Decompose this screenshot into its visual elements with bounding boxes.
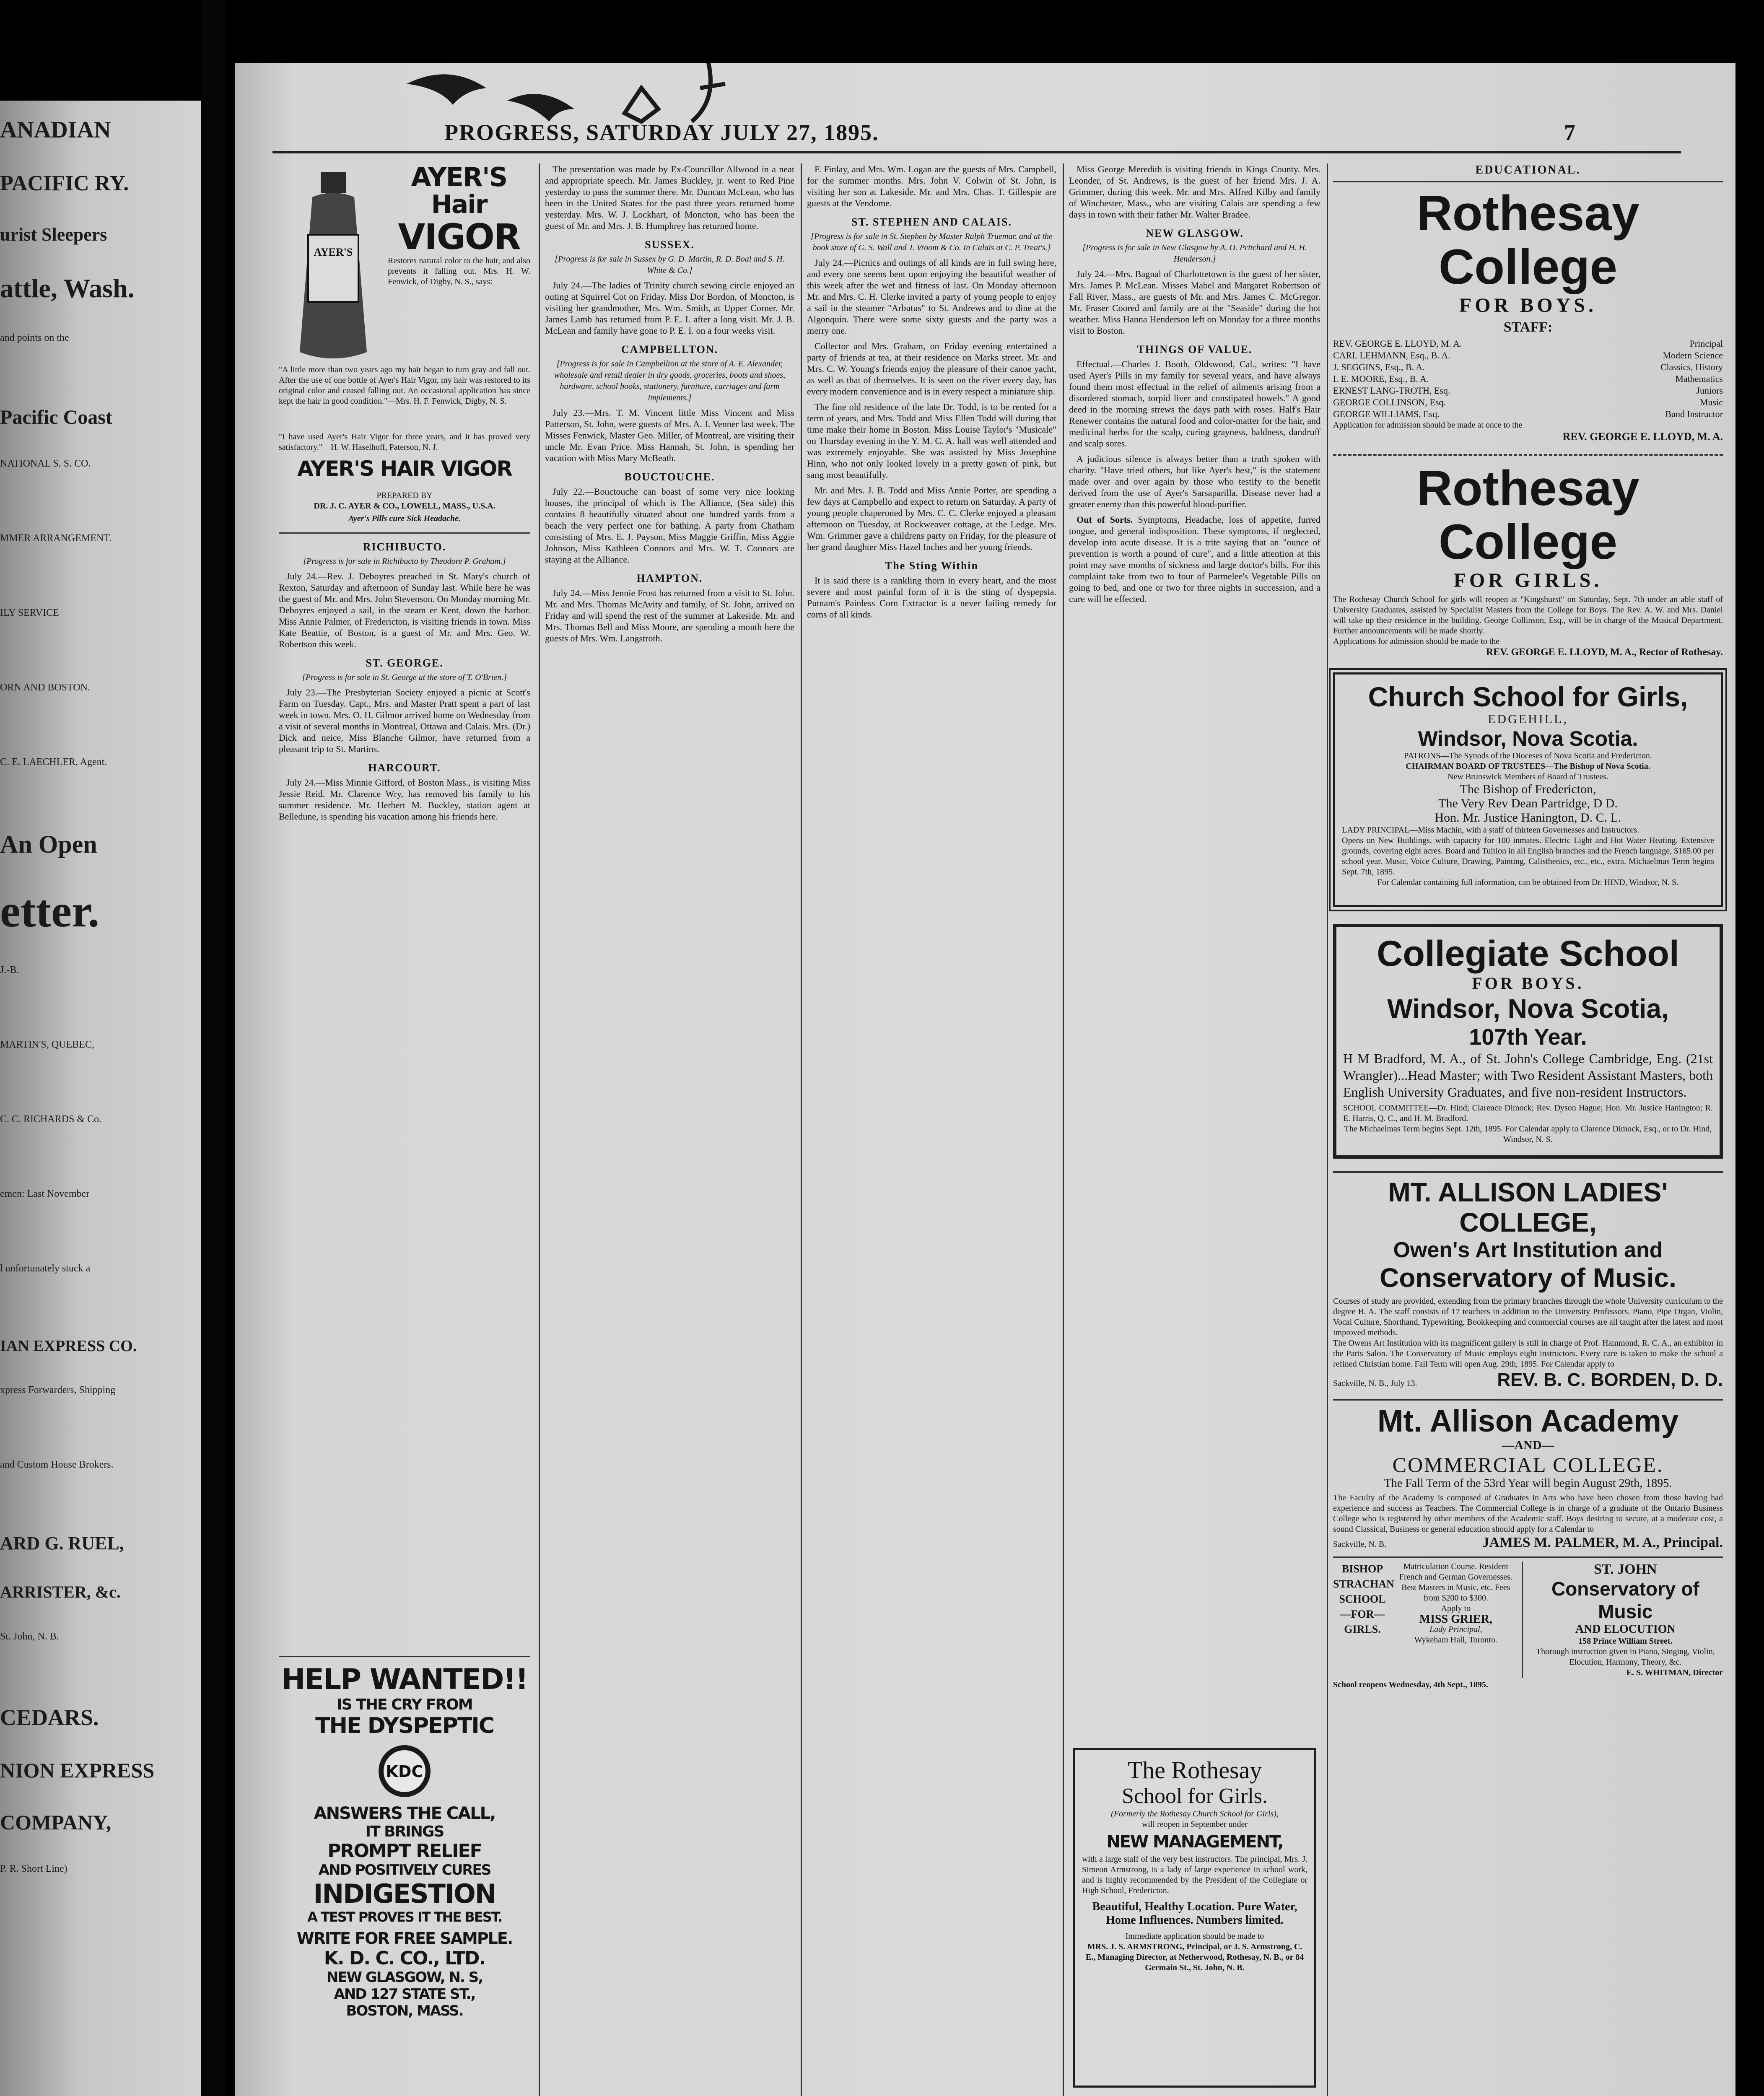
ad-contact: REV. GEORGE E. LLOYD, M. A., Rector of Rothesay. [1486, 647, 1723, 658]
item-text: Symptoms, Headache, loss of appetite, furred tongue, and general indisposition. These symptoms, if neglected, develop into acute disease. It is a trite saying that an "ounce of prevention is worth a pound of cure", and a little attention at this point may save months of sickness and large doctor's bills. For this complaint take from two to four of Parmelee's Vegetable Pills on going to bed, and one or two for three nights in succession, and a cure will be effected. [1069, 514, 1321, 604]
ayer-intro: Restores natural color to the hair, and also prevents it falling out. Mrs. H. W. Fenwick, of Digby, N. S., says: [388, 256, 530, 286]
ad-title-2: School for Girls. [1121, 1784, 1268, 1808]
ad-title: Mt. Allison Academy [1377, 1403, 1679, 1438]
ad-contact: MRS. J. S. ARMSTRONG, Principal, or J. S. Armstrong, C. E., Managing Director, at Netherwood, Rothesay, N. B., or 84 Germain St., St. John, N. B. [1085, 1942, 1304, 1972]
left-page-text-line: St. John, N. B. [0, 1631, 59, 1642]
article-paragraph: July 24.—The ladies of Trinity church sewing circle enjoyed an outing at Squirrel Cot on Friday. Miss Dor Bordon, of Moncton, is visiting her grandmother, Mrs. Wm. Smith, at Upper Corner. Mr. James Lamb has returned from P. E. I. after a long visit. Mr. J. B. McLean and family have gone to P. E. I. on a four weeks visit. [545, 280, 794, 336]
ad-body: The Faculty of the Academy is composed of Graduates in Arts who have been chosen from those having had experience and success as Teachers. The Commercial College is in charge of a graduate of the Ontario Business College who is registered by other members of the Academic staff. Boys desiring to secure, at a moderate cost, a sound Classical, Business or general education should apply for a Calendar to [1333, 1493, 1723, 1534]
section-heading: BOUCTOUCHE. [624, 471, 715, 483]
kdc-line: AND POSITIVELY CURES [318, 1862, 491, 1878]
left-page-text-line: attle, Wash. [0, 273, 135, 303]
ad-name-line: STRACHAN [1333, 1578, 1394, 1590]
staff-role: Modern Science [1663, 350, 1723, 361]
staff-role: Music [1700, 397, 1723, 407]
staff-role: Juniors [1696, 385, 1723, 396]
staff-row [1333, 361, 1723, 373]
kdc-headline: HELP WANTED!! [281, 1663, 528, 1696]
left-page-text-line: CEDARS. [0, 1705, 99, 1730]
ad-place: EDGEHILL, [1488, 712, 1568, 726]
ad-member: The Bishop of Fredericton, [1460, 782, 1596, 796]
left-page-text-line: NION EXPRESS [0, 1759, 155, 1782]
ad-patrons: PATRONS—The Synods of the Dioceses of Nova Scotia and Fredericton. [1404, 751, 1652, 760]
section-note: [Progress is for sale in St. Stephen by Master Ralph Truemar, and at the book store of G. S. Wall and J. Vroom & Co. In Calais at C. P. Treat's.] [811, 232, 1053, 252]
ayer-bottle-label: AYER'S [314, 246, 353, 258]
kdc-logo-text: KDC [386, 1762, 423, 1781]
page-header-title: PROGRESS, SATURDAY JULY 27, 1895. [444, 120, 879, 145]
left-page-text-line: P. R. Short Line) [0, 1863, 67, 1874]
ad-title: ST. JOHN [1594, 1562, 1657, 1577]
column-3 [807, 163, 1056, 624]
kdc-line: PROMPT RELIEF [327, 1840, 482, 1862]
section-heading: THINGS OF VALUE. [1137, 343, 1253, 355]
article-paragraph: July 23.—Mrs. T. M. Vincent little Miss Vincent and Miss Patterson, St. John, were guests of Mrs. A. J. Venner last week. The Misses Fenwick, Master Geo. Miller, of Montreal, are visiting their uncle Mr. Evan Price. Miss Hannah, St. John, is spending her vacation with Miss Mary McBeath. [545, 407, 794, 463]
ad-town: Windsor, Nova Scotia, [1387, 994, 1669, 1024]
left-page-text-line: ORN AND BOSTON. [0, 682, 90, 693]
left-page-text-line: J.-B. [0, 965, 19, 975]
rothesay-school-girls-ad [1073, 1748, 1316, 2088]
bishop-strachan-ad [1333, 1562, 1516, 1678]
article-paragraph: July 22.—Bouctouche can boast of some very nice looking houses, the principal of which is The Alliance, (Sea side) this contains 8 beautifully situated about one hundred yards from a beach the very perfect one for bathing. A party from Chatham consisting of Mrs. E. J. Payson, Miss Maggie Griffin, Miss Aggie Johnson, Miss Kathleen Connors and Mrs. W. T. Connors are staying at the Alliance. [545, 486, 794, 565]
ad-title: Rothesay College [1416, 461, 1639, 570]
ad-title: The Rothesay [1127, 1756, 1262, 1784]
ayer-prepared: PREPARED BY [376, 491, 433, 500]
ad-body: Opens on New Buildings, with capacity for 100 inmates. Electric Light and Hot Water Heating. Extensive grounds, covering eight acres. Board and Tuition in all English branches and the French language, $165.00 per school year. Music, Voice Culture, Drawing, Painting, Calisthenics, etc., etc., extra. Michaelmas Term begins Sept. 7th, 1895. [1342, 836, 1714, 877]
column-2 [545, 163, 794, 648]
ad-body: with a large staff of the very best instructors. The principal, Mrs. J. Simeon Armstrong, is a lady of large experience in school work, and is highly recommended by the President of the Collegiate or High School, Fredericton. [1082, 1855, 1307, 1895]
staff-name: ERNEST LANG-TROTH, Esq. [1333, 385, 1450, 396]
ayer-company: DR. J. C. AYER & CO., LOWELL, MASS., U.S.A. [314, 501, 495, 511]
ad-apply: For Calendar containing full information, can be obtained from Dr. HIND, Windsor, N. S. [1377, 878, 1679, 887]
section-heading: ST. STEPHEN AND CALAIS. [851, 216, 1012, 228]
article-paragraph: The presentation was made by Ex-Councillor Allwood in a neat and appropriate speech. Mr. James Buckley, jr. went to Red Pine yesterday to pass the summer there. Mr. Duncan McLean, who has been in the United States for the past three years returned home yesterday. Mrs. W. J. Lockhart, of Moncton, who has been the guest of Mr. and Mrs. J. B. Humphrey has returned home. [545, 164, 794, 231]
bottom-school-ads [1333, 1556, 1723, 1678]
page-number: 7 [1564, 120, 1576, 145]
article-paragraph: It is said there is a rankling thorn in every heart, and the most severe and most painful form of it is the sting of dyspepsia. Putnam's Painless Corn Extractor is a never failing remedy for corns of all kinds. [807, 575, 1056, 620]
ad-place: Sackville, N. B. [1333, 1540, 1387, 1549]
left-page-text-line: IAN EXPRESS CO. [0, 1337, 137, 1355]
column-rule [539, 163, 540, 2096]
ad-apply: Applications for admission should be made to the [1333, 637, 1500, 646]
item-title: Out of Sorts. [1077, 514, 1133, 525]
ad-body: Courses of study are provided, extending from the primary branches through the whole University curriculum to the degree B. A. The staff consists of 17 teachers in addition to the University Professors. Piano, Pipe Organ, Violin, Vocal Culture, Shorthand, Typewriting, Bookkeeping and commercial courses are all taught after the latest and most improved methods. [1333, 1297, 1723, 1337]
ad-contact: REV. GEORGE E. LLOYD, M. A. [1562, 431, 1723, 443]
left-page-text-line: xpress Forwarders, Shipping [0, 1385, 116, 1396]
staff-row [1333, 350, 1723, 361]
ayer-quote-2: "I have used Ayer's Hair Vigor for three years, and it has proved very satisfactory."—H. W. Haselhoff, Paterson, N. J. [279, 432, 530, 452]
ad-subtitle: COMMERCIAL COLLEGE. [1392, 1453, 1664, 1476]
kdc-line: AND 127 STATE ST., [334, 1986, 475, 2003]
staff-table [1333, 338, 1723, 420]
ad-member: The Very Rev Dean Partridge, D D. [1438, 796, 1618, 810]
flourish-glyph-1 [625, 88, 658, 122]
ad-contact: REV. B. C. BORDEN, D. D. [1497, 1370, 1723, 1390]
ad-body: Thorough instruction given in Piano, Singing, Violin, Elocution, Harmony, Theory, &c. [1536, 1647, 1715, 1667]
left-page-fragment [0, 101, 201, 2096]
article-paragraph: A judicious silence is always better than a truth spoken with charity. "Have tried others, but like Ayer's best," is the statement made over and over again by those who testify to the benefit derived from the use of Ayer's Sarsaparilla. Disease never had a greater enemy than this powerful blood-purifier. [1069, 454, 1320, 509]
staff-name: I. E. MOORE, Esq., B. A. [1333, 374, 1429, 384]
section-note: [Progress is for sale in Sussex by G. D. Martin, R. D. Boal and S. H. White & Co.] [555, 254, 785, 275]
kdc-ad [279, 1656, 530, 2089]
left-page-text-line: urist Sleepers [0, 224, 107, 245]
page-gutter [201, 0, 226, 2096]
ad-body: The Rothesay Church School for girls will reopen at "Kingshurst" on Saturday, Sept. 7th under an able staff of University Graduates, assisted by Specialist Masters from the College for Boys. The Rev. A. W. and Mrs. Daniel will take up their residence in the building. George Collinson, Esq., will be in charge of the Musical Department. Further announcements will be made shortly. [1333, 595, 1723, 636]
ad-term: The Fall Term of the 53rd Year will begin August 29th, 1895. [1384, 1477, 1672, 1490]
ayer-quote: "A little more than two years ago my hair began to turn gray and fall out. After the use of one bottle of Ayer's Hair Vigor, my hair was restored to its original color and ceased falling out. An occasional application has since kept the hair in good condition."—Mrs. H. F. Fenwick, Digby, N. S. [279, 365, 530, 406]
ad-subtitle: (Formerly the Rothesay Church School for Girls), [1111, 1809, 1279, 1818]
ayer-footer-title: AYER'S HAIR VIGOR [297, 457, 512, 481]
kdc-line: WRITE FOR FREE SAMPLE. [296, 1929, 513, 1948]
left-page-text-line: MARTIN'S, QUEBEC, [0, 1039, 94, 1050]
staff-role: Band Instructor [1665, 409, 1723, 419]
ad-line: will reopen in September under [1141, 1820, 1248, 1829]
ad-lady-principal: LADY PRINCIPAL—Miss Machin, with a staff of thirteen Governesses and Instructors. [1342, 825, 1639, 835]
bishop-strachan-reopen: School reopens Wednesday, 4th Sept., 1895. [1333, 1680, 1488, 1689]
staff-name: GEORGE WILLIAMS, Esq. [1333, 409, 1440, 419]
staff-role: Mathematics [1675, 374, 1723, 384]
kdc-line: A TEST PROVES IT THE BEST. [307, 1909, 502, 1925]
rothesay-college-girls-ad [1333, 454, 1723, 658]
section-heading: HARCOURT. [368, 762, 441, 774]
article-paragraph: July 24.—Picnics and outings of all kinds are in full swing here, and every one seems bent upon enjoying the beautiful weather of this week after the wet and fitness of last. On Monday afternoon Mr. and Mrs. C. H. Clerke invited a party of young people to enjoy a sail in the steamer "Arbutus" to St. Andrews and to dine at the Algonquin. There were some sixty guests and the party was a merry one. [807, 257, 1056, 336]
article-paragraph: Collector and Mrs. Graham, on Friday evening entertained a party of friends at tea, at their residence on Marks street. Mr. and Mrs. C. W. Young's friends enjoy the pleasure of their canoe yacht, as well as that of themselves. It is seen on the river every day, has every modern convenience and is in every respect a miniature ship. [807, 341, 1056, 397]
staff-row [1333, 373, 1723, 385]
ayer-product: VIGOR [398, 216, 520, 257]
left-page-text-line: ANADIAN [0, 117, 111, 143]
section-heading: NEW GLASGOW. [1146, 227, 1244, 239]
ad-apply: Immediate application should be made to [1125, 1932, 1264, 1941]
ad-name-line: SCHOOL [1339, 1593, 1386, 1605]
ad-address: Wykeham Hall, Toronto. [1414, 1635, 1497, 1645]
left-page-text-line: and Custom House Brokers. [0, 1459, 114, 1470]
staff-label: STAFF: [1503, 319, 1553, 335]
ad-body: Matriculation Course. Resident French and German Governesses. Best Masters in Music, etc. Fees from $200 to $300. [1399, 1562, 1512, 1603]
ad-address: 158 Prince William Street. [1578, 1637, 1673, 1646]
ayer-subtitle: Hair [431, 190, 487, 219]
article-paragraph: July 24.—Rev. J. Deboyres preached in St. Mary's church of Rexton, Saturday and afternoon of Sunday last. While here he was the guest of Mr. and Mrs. John Stevenson. On Monday morning Mr. Deboyres enjoyed a sail, in the steam er Kent, down the harbor. Miss Annie Palmer, of Fredericton, is visiting friends in town. Miss Kate Beattie, of Boston, is a guest of Mr. and Mrs. Geo. W. Robertson this week. [279, 571, 530, 649]
ad-title: Church School for Girls, [1368, 681, 1688, 712]
ad-apply: Application for admission should be made at once to the [1333, 420, 1523, 430]
kdc-line: K. D. C. CO., LTD. [324, 1948, 485, 1969]
ad-contact: MISS GRIER, [1419, 1613, 1492, 1626]
column-rule [1063, 163, 1064, 2096]
article-paragraph [1069, 514, 1320, 604]
left-page-text-line: Pacific Coast [0, 406, 112, 428]
kdc-line: THE DYSPEPTIC [315, 1713, 494, 1738]
ad-year: 107th Year. [1469, 1025, 1587, 1050]
ad-member: Hon. Mr. Justice Hanington, D. C. L. [1435, 811, 1621, 825]
ad-chairman: CHAIRMAN BOARD OF TRUSTEES—The Bishop of Nova Scotia. [1406, 762, 1650, 771]
staff-name: J. SEGGINS, Esq., B. A. [1333, 362, 1425, 372]
column-5 [1333, 163, 1723, 2092]
section-note: [Progress is for sale in St. George at the store of T. O'Brien.] [302, 673, 507, 682]
ad-subtitle: FOR GIRLS. [1453, 569, 1603, 591]
kdc-line: ANSWERS THE CALL, [314, 1804, 495, 1823]
ayer-bottle-illustration [283, 168, 384, 365]
flourish-glyph-2 [692, 63, 725, 122]
ad-title-2: Conservatory of Music [1551, 1578, 1699, 1622]
section-heading: SUSSEX. [645, 239, 695, 251]
kdc-line: IT BRINGS [365, 1823, 444, 1840]
column-1 [279, 163, 530, 826]
ad-name-line: BISHOP [1341, 1563, 1383, 1575]
page-header [444, 119, 1576, 145]
section-heading: ST. GEORGE. [366, 657, 444, 669]
article-paragraph: The fine old residence of the late Dr. Todd, is to be rented for a term of years, and Mrs. Todd and Miss Ellen Todd will during that time make their home in Boston. Miss Louise Taylor's "Musicale" on Thursday evening in the Y. M. C. A. hall was well attended and was extremely enjoyable. She was assisted by Miss Josephine Hinn, who not only looked lovely in a pretty gown of pink, but sang most beautifully. [807, 402, 1056, 480]
ad-contact: E. S. WHITMAN, Director [1626, 1668, 1723, 1677]
ad-committee: SCHOOL COMMITTEE—Dr. Hind; Clarence Dimock; Rev. Dyson Hague; Hon. Mr. Justice Hanington; R. E. Harris, Q. C., and H. M. Bradford. [1343, 1103, 1713, 1123]
ad-apply: Apply to [1441, 1604, 1471, 1613]
ad-term: The Michaelmas Term begins Sept. 12th, 1895. For Calendar apply to Clarence Dimock, Esq., or to Dr. Hind, Windsor, N. S. [1344, 1124, 1712, 1144]
ad-place: Sackville, N. B., July 13. [1333, 1379, 1417, 1388]
ad-subtitle: FOR BOYS. [1459, 294, 1597, 316]
header-rule [272, 151, 1681, 153]
ad-name-line: —FOR— [1340, 1608, 1385, 1620]
left-page-text-line: PACIFIC RY. [0, 171, 129, 195]
section-heading: CAMPBELLTON. [621, 343, 719, 355]
educational-heading: EDUCATIONAL. [1475, 163, 1581, 176]
flourish-bird-2 [507, 94, 574, 122]
column-rule [1327, 163, 1328, 2096]
left-page-text-line: NATIONAL S. S. CO. [0, 458, 91, 469]
section-note: [Progress is for sale in Richibucto by Theodore P. Graham.] [303, 557, 506, 566]
ad-line: Owen's Art Institution and [1393, 1238, 1663, 1262]
ad-town: Windsor, Nova Scotia. [1418, 727, 1638, 750]
left-page-text-line: C. C. RICHARDS & Co. [0, 1114, 102, 1125]
kdc-line: INDIGESTION [313, 1878, 496, 1909]
article-paragraph: July 24.—Miss Minnie Gifford, of Boston Mass., is visiting Miss Jessie Reid. Mr. Clarence Wry, has removed his family to his summer residence. Mr. Herbert M. Buckley, station agent at Belledune, is spending his vacation among his friends here. [279, 777, 530, 822]
ad-members-label: New Brunswick Members of Board of Trustees. [1448, 772, 1608, 781]
article-paragraph: F. Finlay, and Mrs. Wm. Logan are the guests of Mrs. Campbell, for the summer months. Mrs. John V. Colwin of St. John, is visiting her son at Lakeside. Mr. and Mrs. Chas. T. Gillespie are guests at the Vendome. [807, 164, 1056, 208]
article-paragraph: July 24.—Miss Jennie Frost has returned from a visit to St. John. Mr. and Mrs. Thomas McAvity and family, of St. John, arrived on Friday and will spend the rest of the summer at Lakeside. Mr. and Mrs. Thomas Bell and Miss Moore, are spending a month here the guests of Mrs. Wm. Langstroth. [545, 588, 794, 643]
kdc-line: BOSTON, MASS. [346, 2003, 463, 2019]
section-note: [Progress is for sale in Campbellton at the store of A. E. Alexander, wholesale and retail dealer in dry goods, groceries, boots and shoes, hardware, school books, stationery, furniture, carriages and farm implements.] [554, 359, 786, 402]
ad-highlights: Beautiful, Healthy Location. Pure Water, Home Influences. Numbers limited. [1092, 1900, 1297, 1927]
staff-row [1333, 338, 1723, 350]
left-page-text-line: ARD G. RUEL, [0, 1533, 124, 1554]
ad-and: —AND— [1502, 1438, 1554, 1452]
ad-title: MT. ALLISON LADIES' COLLEGE, [1388, 1177, 1668, 1237]
left-page-text-line: MMER ARRANGEMENT. [0, 533, 112, 544]
ad-line: Conservatory of Music. [1380, 1263, 1676, 1293]
ad-name-line: GIRLS. [1344, 1623, 1381, 1635]
ayer-pills: Ayer's Pills cure Sick Headache. [348, 514, 461, 523]
left-page-text-line: An Open [0, 830, 97, 858]
staff-role: Classics, History [1660, 362, 1723, 372]
section-heading: HAMPTON. [636, 572, 703, 584]
left-page-text-line: l unfortunately stuck a [0, 1263, 91, 1274]
ad-management: NEW MANAGEMENT, [1106, 1832, 1283, 1852]
ad-contact-role: Lady Principal, [1429, 1625, 1482, 1634]
ad-body-2: The Owens Art Institution with its magnificent gallery is still in charge of Prof. Hammond, R. C. A., an exhibitor in the Paris Salon. The Conservatory of Music employs eight instructors. Every care is taken to make the school a refined Christian home. Fall Term will open Aug. 29th, 1895. For Calendar apply to [1333, 1339, 1723, 1369]
church-school-girls-ad [1333, 672, 1723, 907]
mt-allison-ladies-college-ad [1333, 1171, 1723, 1390]
flourish-bird-1 [407, 74, 486, 105]
kdc-line: IS THE CRY FROM [337, 1696, 472, 1713]
left-page-text-line: C. E. LAECHLER, Agent. [0, 757, 107, 768]
section-heading: The Sting Within [885, 560, 979, 572]
collegiate-school-ad [1333, 924, 1723, 1159]
ayer-ad [279, 163, 530, 534]
ad-body: H M Bradford, M. A., of St. John's College Cambridge, Eng. (21st Wrangler)...Head Master; with Two Resident Assistant Masters, both English University Graduates, and five non-resident Instructors. [1343, 1051, 1713, 1100]
section-heading: RICHIBUCTO. [363, 541, 446, 553]
left-page-text-line: etter. [0, 885, 100, 936]
st-john-conservatory-ad [1522, 1562, 1723, 1678]
staff-name: GEORGE COLLINSON, Esq. [1333, 397, 1446, 407]
ad-title-3: AND ELOCUTION [1575, 1623, 1676, 1636]
staff-name: CARL LEHMANN, Esq., B. A. [1333, 350, 1450, 361]
staff-row [1333, 385, 1723, 397]
ad-contact: JAMES M. PALMER, M. A., Principal. [1482, 1535, 1723, 1550]
left-page-text-line: and points on the [0, 332, 69, 343]
staff-name: REV. GEORGE E. LLOYD, M. A. [1333, 338, 1462, 349]
ayer-title: AYER'S [411, 162, 507, 192]
section-note: [Progress is for sale in New Glasgow by A. O. Pritchard and H. H. Henderson.] [1082, 243, 1307, 264]
kdc-logo [375, 1742, 434, 1800]
left-page-text-line: ILY SERVICE [0, 607, 59, 618]
staff-row [1333, 397, 1723, 408]
column-rule [801, 163, 802, 2096]
left-page-text-line: emen: Last November [0, 1188, 90, 1199]
ad-title: Rothesay College [1416, 186, 1639, 295]
article-paragraph: Mr. and Mrs. J. B. Todd and Miss Annie Porter, are spending a few days at Campbello and expect to return on Saturday. A party of young people chaperoned by Mrs. C. C. Clerke enjoyed a pleasant afternoon on Tuesday, at Rockweaver cottage, at the Ledge. Mrs. Wm. Grimmer gave a childrens party on Friday, for the pleasure of her grand daughter Miss Hazel Inches and her young friends. [807, 485, 1056, 552]
mt-allison-academy-ad [1333, 1399, 1723, 1551]
staff-role: Principal [1689, 338, 1723, 349]
rothesay-college-boys-ad [1333, 181, 1723, 443]
left-page-text-line: COMPANY, [0, 1811, 112, 1834]
article-paragraph: July 23.—The Presbyterian Society enjoyed a picnic at Scott's Farm on Tuesday. Capt., Mrs. and Master Pratt spent a part of last week in town. Mrs. O. H. Gilmor arrived home on Wednesday from a visit of several months in Montreal, Ottawa and Calais. Mrs. (Dr.) Dick and neice, Miss Blanche Gilmor, have returned from a pleasant trip to St. Martins. [279, 687, 530, 754]
left-page-text-line: ARRISTER, &c. [0, 1582, 121, 1601]
ad-subtitle: FOR BOYS. [1472, 974, 1584, 993]
column-4 [1069, 163, 1320, 609]
kdc-line: NEW GLASGOW, N. S, [326, 1969, 483, 1986]
article-paragraph: Effectual.—Charles J. Booth, Oldswood, Cal., writes: "I have used Ayer's Pills in my family for several years, and have always found them most effectual in the relief of ailments arising from a disordered stomach, torpid liver and constipated bowels." A good deed in the morning strews the days path with roses. Half's Hair Renewer contains the natural food and color-matter for the hair, and medicinal herbs for the scalp, curing grayness, baldness, dandruff and scalp sores. [1069, 359, 1320, 449]
ad-title: Collegiate School [1377, 934, 1679, 974]
article-paragraph: Miss George Meredith is visiting friends in Kings County. Mrs. Leonder, of St. Andrews, is the guest of her friend Mrs. J. A. Grimmer, during this week. Mr. and Mrs. Alfred Kilby and family of Winchester, Mass., who are visiting Calais are spending a few days in town with their father Mr. Walter Bradee. [1069, 164, 1320, 220]
article-paragraph: July 24.—Mrs. Bagnal of Charlottetown is the guest of her sister, Mrs. James P. McLean. Misses Mabel and Margaret Robertson of Fall River, Mass., are guests of Mr. and Mrs. James C. McGregor. Mr. Fraser Coored and family are at the "Seaside" during the hot weather. Miss Hanna Henderson left on Monday for a three months visit to Boston. [1069, 269, 1320, 336]
staff-row [1333, 408, 1723, 420]
